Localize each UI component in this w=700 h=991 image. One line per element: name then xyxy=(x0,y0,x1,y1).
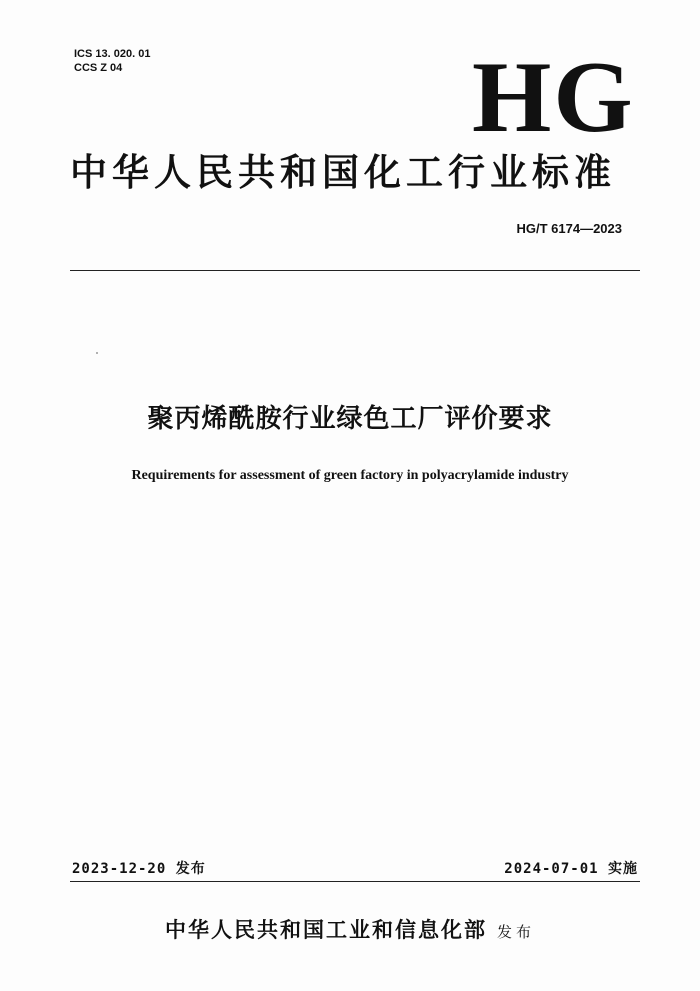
publisher-line xyxy=(0,914,700,944)
document-title-zh: 聚丙烯酰胺行业绿色工厂评价要求 xyxy=(147,404,553,434)
implementation-date: 2024-07-01 实施 xyxy=(504,861,638,877)
top-divider xyxy=(70,270,640,271)
publisher-name: 中华人民共和国工业和信息化部 xyxy=(164,918,487,942)
scan-speck xyxy=(96,352,98,354)
standard-code: HG/T 6174—2023 xyxy=(516,221,622,236)
standard-type-heading: 中华人民共和国化工行业标准 xyxy=(70,151,616,194)
issue-date: 2023-12-20 发布 xyxy=(72,861,206,877)
ics-code: ICS 13. 020. 01 xyxy=(74,48,151,60)
bottom-divider xyxy=(70,881,640,882)
hg-logo: HG xyxy=(472,41,635,154)
ccs-code: CCS Z 04 xyxy=(74,62,123,74)
document-title-en: Requirements for assessment of green factory in polyacrylamide industry xyxy=(131,468,569,483)
publisher-action: 发布 xyxy=(496,923,535,941)
